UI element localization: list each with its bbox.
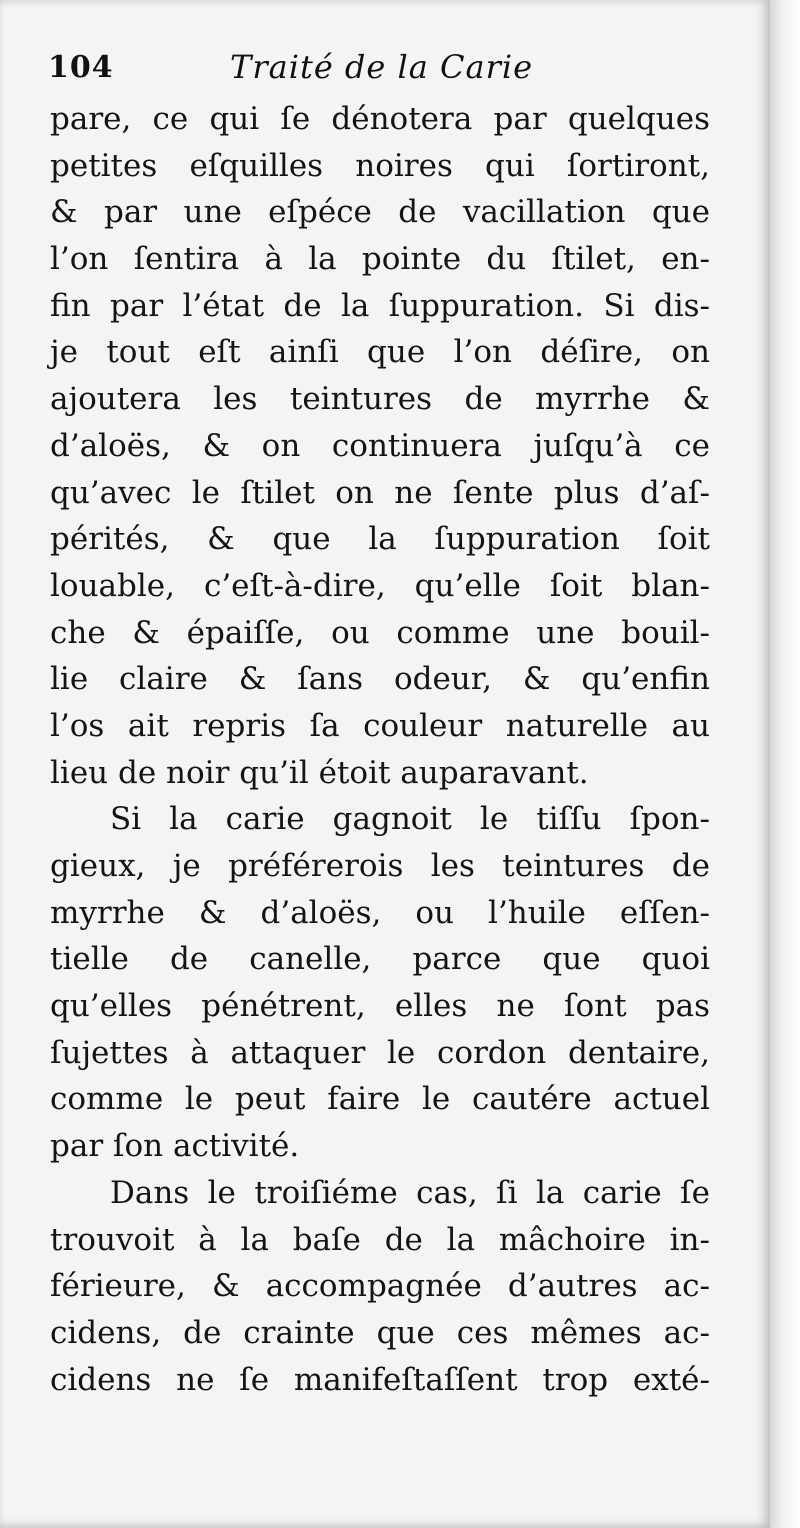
- text-line: qu’elles pénétrent, elles ne ſont pas: [50, 988, 710, 1025]
- text-line: che & épaiſſe, ou comme une bouil-: [50, 614, 710, 651]
- text-line: d’aloës, & on continuera juſqu’à ce: [50, 427, 710, 464]
- text-line: qu’avec le ſtilet on ne ſente plus d’aſ-: [50, 474, 710, 511]
- text-line: Dans le troiſiéme cas, ſi la carie ſe: [110, 1174, 710, 1211]
- running-head: [48, 44, 648, 94]
- text-line: pare, ce qui ſe dénotera par quelques: [50, 101, 710, 137]
- text-line: myrrhe & d’aloës, ou l’huile eſſen-: [50, 894, 710, 931]
- text-line: Si la carie gagnoit le tiſſu ſpon-: [110, 801, 710, 838]
- text-line: comme le peut faire le cautére actuel: [50, 1081, 710, 1118]
- text-line: cidens ne ſe manifeſtaſſent trop exté-: [50, 1361, 710, 1398]
- page-number: 104: [48, 50, 114, 85]
- text-line: l’on ſentira à la pointe du ſtilet, en-: [50, 241, 710, 278]
- text-line: fin par l’état de la ſuppuration. Si dis-: [50, 287, 710, 324]
- text-line: trouvoit à la baſe de la mâchoire in-: [50, 1221, 710, 1258]
- text-line: lie claire & ſans odeur, & qu’enfin: [50, 661, 710, 698]
- text-line: ſujettes à attaquer le cordon dentaire,: [50, 1034, 710, 1071]
- text-line: cidens, de crainte que ces mêmes ac-: [50, 1314, 710, 1351]
- text-line: l’os ait repris ſa couleur naturelle au: [50, 707, 710, 744]
- page-edge: [770, 0, 800, 1528]
- text-line: lieu de noir qu’il étoit auparavant.: [50, 754, 589, 791]
- running-title: Traité de la Carie: [230, 48, 534, 86]
- text-line: & par une eſpéce de vacillation que: [50, 194, 710, 231]
- text-line: louable, c’eſt-à-dire, qu’elle ſoit blan-: [50, 567, 710, 604]
- text-line: pérités, & que la ſuppuration ſoit: [50, 521, 710, 558]
- text-line: tielle de canelle, parce que quoi: [50, 941, 710, 978]
- text-line: je tout eſt ainſi que l’on déſire, on: [50, 334, 710, 371]
- text-line: petites eſquilles noires qui ſortiront,: [50, 147, 710, 184]
- body-text: [50, 96, 710, 1403]
- text-line: ajoutera les teintures de myrrhe &: [50, 381, 710, 418]
- text-line: par ſon activité.: [50, 1128, 300, 1165]
- text-line: gieux, je préférerois les teintures de: [50, 848, 710, 884]
- text-line: férieure, & accompagnée d’autres ac-: [50, 1268, 710, 1305]
